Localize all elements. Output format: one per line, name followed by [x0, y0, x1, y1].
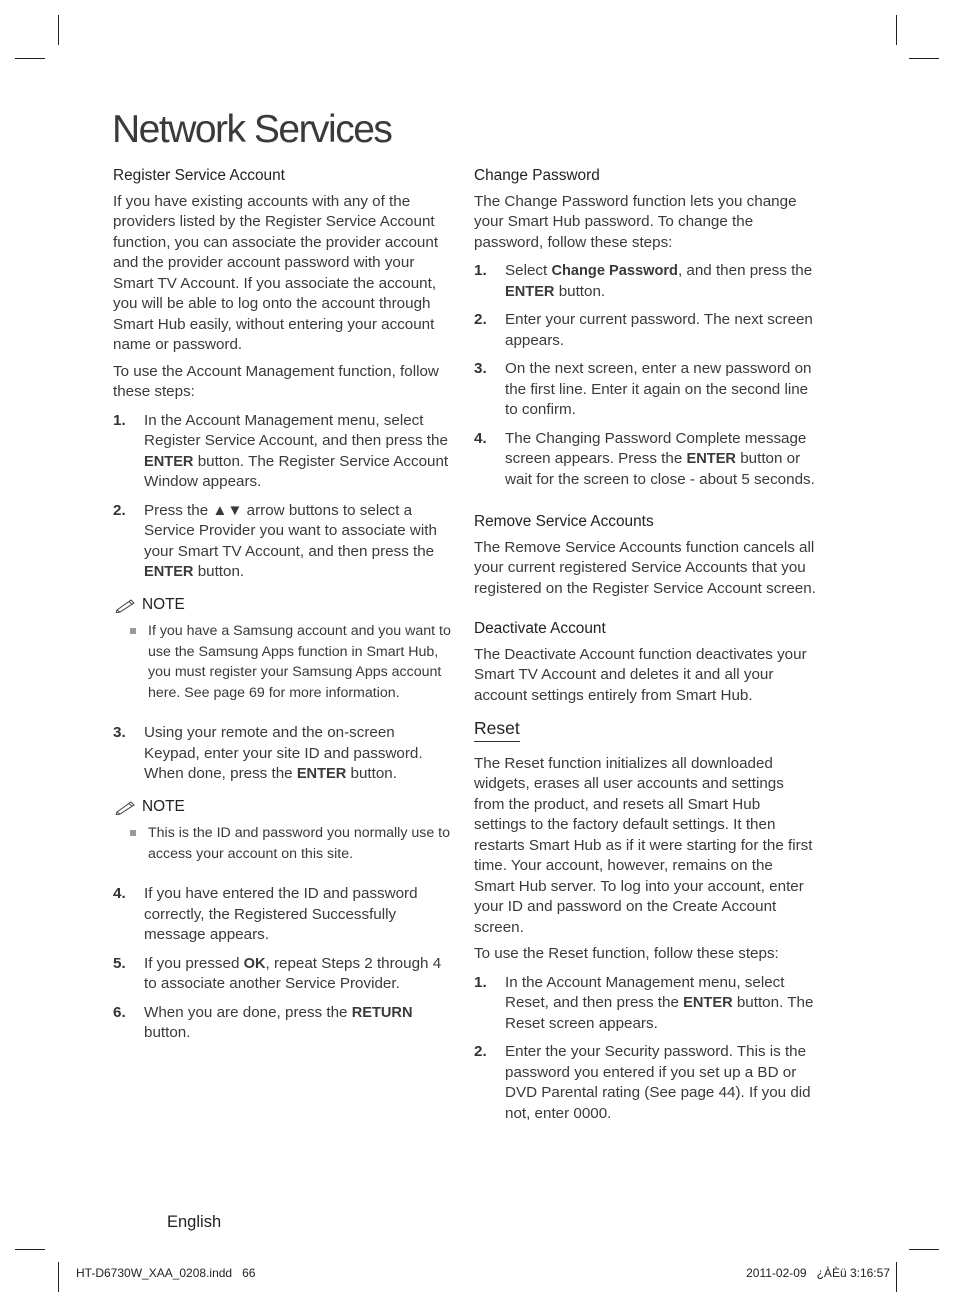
step-text: The Changing Password Complete message screen appears. Press the	[505, 429, 807, 467]
step-number: 6.	[113, 1003, 126, 1021]
note-item	[114, 823, 451, 864]
deactivate-text: The Deactivate Account function deactivates your Smart TV Account and deletes it and all your account settings entirely from Smart Hub.	[474, 645, 807, 704]
step-key: ENTER	[144, 564, 194, 580]
step-text: Press the ▲▼ arrow buttons to select a Service Provider you want to associate with your Smart TV Account, and then press the	[144, 501, 437, 560]
step-key: Change Password	[551, 263, 678, 279]
pencil-icon	[114, 799, 138, 815]
change-password-intro: The Change Password function lets you change your Smart Hub password. To change the password, follow these steps:	[474, 192, 797, 251]
step-text: Enter your current password. The next screen appears.	[505, 311, 813, 349]
step-text: If you have entered the ID and password correctly, the Registered Successfully message appears.	[144, 885, 418, 943]
reset-intro: The Reset function initializes all downloaded widgets, erases all user accounts and settings from the product, and resets all Smart Hub settings to the factory default settings. It then restarts Smart Hub as if it were starting for the first time. Your account, however, remains on the Smart Hub server. To log into your account, enter your ID and password on the Create Account screen.	[474, 754, 813, 936]
step-key: RETURN	[351, 1004, 413, 1021]
remove-accounts-text: The Remove Service Accounts function cancels all your current registered Service Accounts that you registered on the Register Service Account screen.	[474, 538, 816, 597]
print-slug-file: HT-D6730W_XAA_0208.indd 66	[76, 1266, 256, 1280]
step-text: button or wait for the screen to close - about 5 seconds.	[505, 450, 815, 488]
register-step	[113, 1003, 451, 1044]
step-number: 2.	[113, 501, 126, 519]
change-password-step	[474, 429, 816, 491]
step-text: In the Account Management menu, select Reset, and then press the	[505, 973, 785, 1011]
reset-steps-intro: To use the Reset function, follow these steps:	[474, 945, 779, 962]
step-key: ENTER	[144, 453, 194, 470]
register-step	[113, 884, 451, 946]
register-step	[113, 723, 451, 785]
crop-mark	[909, 1249, 939, 1250]
step-number: 3.	[113, 724, 126, 741]
section-heading-change-password: Change Password	[474, 167, 600, 184]
step-key: OK	[243, 955, 266, 972]
change-password-step	[474, 310, 816, 351]
step-text: button.	[346, 765, 397, 782]
step-text: Enter the your Security password. This is the password you entered if you set up a BD or DVD Parental rating (See page 44). If you did not, enter 0000.	[505, 1043, 811, 1122]
step-number: 5.	[113, 954, 126, 972]
footer-language: English	[167, 1213, 222, 1231]
step-number: 4.	[113, 885, 126, 902]
section-heading-register: Register Service Account	[113, 167, 285, 184]
crop-mark	[58, 15, 59, 45]
note-label: NOTE	[142, 797, 185, 815]
print-slug-date: 2011-02-09 ¿ÀÈü 3:16:57	[746, 1266, 890, 1280]
right-column	[474, 166, 816, 1132]
crop-mark	[896, 1262, 897, 1292]
register-step	[113, 954, 451, 995]
crop-mark	[15, 58, 45, 59]
note-header	[114, 595, 451, 616]
change-password-step	[474, 261, 816, 302]
step-text: button. The Reset screen appears.	[505, 994, 814, 1032]
note-block	[114, 595, 451, 704]
reset-step	[474, 973, 816, 1035]
note-item	[114, 621, 451, 703]
crop-mark	[896, 15, 897, 45]
step-text: button. The Register Service Account Window appears.	[144, 452, 449, 490]
step-text: In the Account Management menu, select Register Service Account, and then press the	[144, 411, 448, 449]
note-header	[114, 797, 451, 818]
register-intro: If you have existing accounts with any of the providers listed by the Register Service Account function, you can associate the provider account and the provider account password with your Smart TV Account. If you associate the account, you will be able to log onto the account through Smart Hub easily, without entering your account name or password.	[113, 192, 439, 353]
note-text: This is the ID and password you normally use to access your account on this site.	[148, 825, 451, 862]
step-number: 1.	[474, 262, 487, 279]
step-number: 1.	[113, 411, 126, 429]
pencil-icon	[114, 597, 138, 613]
step-text: When you are done, press the	[144, 1003, 352, 1021]
crop-mark	[58, 1262, 59, 1292]
change-password-step	[474, 359, 816, 421]
step-number: 3.	[474, 360, 487, 377]
bullet-square-icon	[130, 830, 136, 836]
step-number: 2.	[474, 1043, 487, 1060]
step-number: 2.	[474, 311, 487, 328]
register-step	[113, 411, 451, 493]
section-heading-deactivate: Deactivate Account	[474, 620, 606, 637]
crop-mark	[909, 58, 939, 59]
step-text: Using your remote and the on-screen Keypad, enter your site ID and password. When done, press the	[144, 724, 423, 782]
register-steps-intro: To use the Account Management function, follow these steps:	[113, 362, 439, 400]
section-heading-remove-accounts: Remove Service Accounts	[474, 513, 654, 530]
step-key: ENTER	[296, 766, 347, 782]
step-text: , and then press the	[677, 262, 813, 279]
step-key: ENTER	[686, 451, 736, 467]
note-label: NOTE	[142, 595, 185, 613]
section-heading-reset: Reset	[474, 718, 520, 742]
step-key: ENTER	[683, 995, 733, 1011]
step-text: Select	[505, 262, 552, 279]
page-title: Network Services	[112, 108, 392, 151]
note-block	[114, 797, 451, 865]
step-number: 1.	[474, 973, 487, 991]
step-number: 4.	[474, 429, 487, 447]
register-step	[113, 501, 451, 583]
reset-step	[474, 1042, 816, 1124]
left-column	[113, 166, 451, 1052]
step-text: button.	[554, 282, 606, 300]
step-text: button.	[193, 563, 245, 580]
step-text: On the next screen, enter a new password on the first line. Enter it again on the second line to confirm.	[505, 360, 812, 418]
crop-mark	[15, 1249, 45, 1250]
step-key: ENTER	[505, 283, 555, 300]
bullet-square-icon	[130, 628, 136, 634]
step-text: If you pressed	[144, 954, 244, 972]
note-text: If you have a Samsung account and you want to use the Samsung Apps function in Smart Hub, you must register your Samsung Apps account here. See page 69 for more information.	[148, 623, 451, 701]
step-text: button.	[144, 1024, 191, 1041]
step-text: , repeat Steps 2 through 4 to associate another Service Provider.	[144, 954, 442, 992]
